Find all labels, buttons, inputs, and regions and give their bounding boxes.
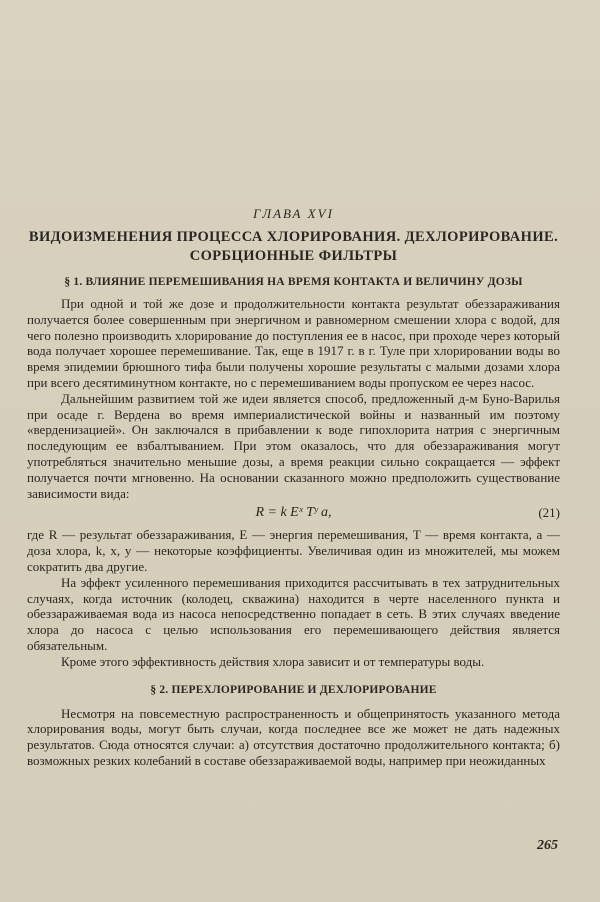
section-1-paragraph-5: Кроме этого эффективность действия хлора зависит и от температуры воды. <box>61 653 485 669</box>
section-1-paragraph-2: Дальнейшим развитием той же идеи является способ, предложенный д-м Буно-Варилья при осаде г. Вердена во время империалистической войны и названный им поэтому «верденизацией». Он заключался в прибавлении к воде гипохлорита натрия с энергичным последующим ее взбалтыванием. При этом оказалось, что для обеззараживания могут употребляться значительно меньшие дозы, а время реакции сильно сокращается — эффект получается почти мгновенно. На основании сказанного можно предположить существование зависимости вида: <box>27 390 560 501</box>
formula-number: (21) <box>538 505 560 521</box>
chapter-title: ВИДОИЗМЕНЕНИЯ ПРОЦЕССА ХЛОРИРОВАНИЯ. ДЕХЛОРИРОВАНИЕ. СОРБЦИОННЫЕ ФИЛЬТРЫ <box>28 229 559 264</box>
formula: R = k Eˣ Tʸ a, <box>255 505 332 521</box>
section-1-paragraph-1: При одной и той же дозе и продолжительности контакта результат обеззараживания получается более совершенным при энергичном и равномерном смешении хлора с водой, для чего полезно производить хлорирование до поступления ее в насос, при проходе через который вода получает хорошее перемешивание. Так, еще в 1917 г. в г. Туле при хлорировании воды во время эпидемии брюшного тифа были получены хорошие результаты с малыми дозами хлора при всего десятиминутном контакте, но с перемешиванием воды пропуском ее через насос. <box>27 296 560 390</box>
formula-row <box>27 503 560 525</box>
page-number: 265 <box>537 838 558 853</box>
section-1-paragraph-3: где R — результат обеззараживания, E — энергия перемешивания, T — время контакта, a — доза хлора, k, x, y — некоторые коэффициенты. Увеличивая один из множителей, мы можем сократить два другие. <box>27 527 560 574</box>
section-2-title: § 2. ПЕРЕХЛОРИРОВАНИЕ И ДЕХЛОРИРОВАНИЕ <box>150 683 437 696</box>
chapter-label: ГЛАВА XVI <box>253 206 334 221</box>
section-1-paragraph-4: На эффект усиленного перемешивания приходится рассчитывать в тех затруднительных случаях, когда источник (колодец, скважина) находится в черте населенного пункта и обеззараживаемая вода из насоса непосредственно попадает в сеть. В этих случаях введение хлора до насоса с целью использования его перемешивающего действия является обязательным. <box>27 574 560 653</box>
section-2-paragraph-1: Несмотря на повсеместную распространенность и общепринятость указанного метода хлорирования воды, могут быть случаи, когда последнее все же может не дать надежных результатов. Сюда относятся случаи: а) отсутствия достаточно продолжительного контакта; б) возможных резких колебаний в составе обеззараживаемой воды, например при неожиданных <box>27 705 560 768</box>
section-1-title: § 1. ВЛИЯНИЕ ПЕРЕМЕШИВАНИЯ НА ВРЕМЯ КОНТАКТА И ВЕЛИЧИНУ ДОЗЫ <box>64 276 523 288</box>
